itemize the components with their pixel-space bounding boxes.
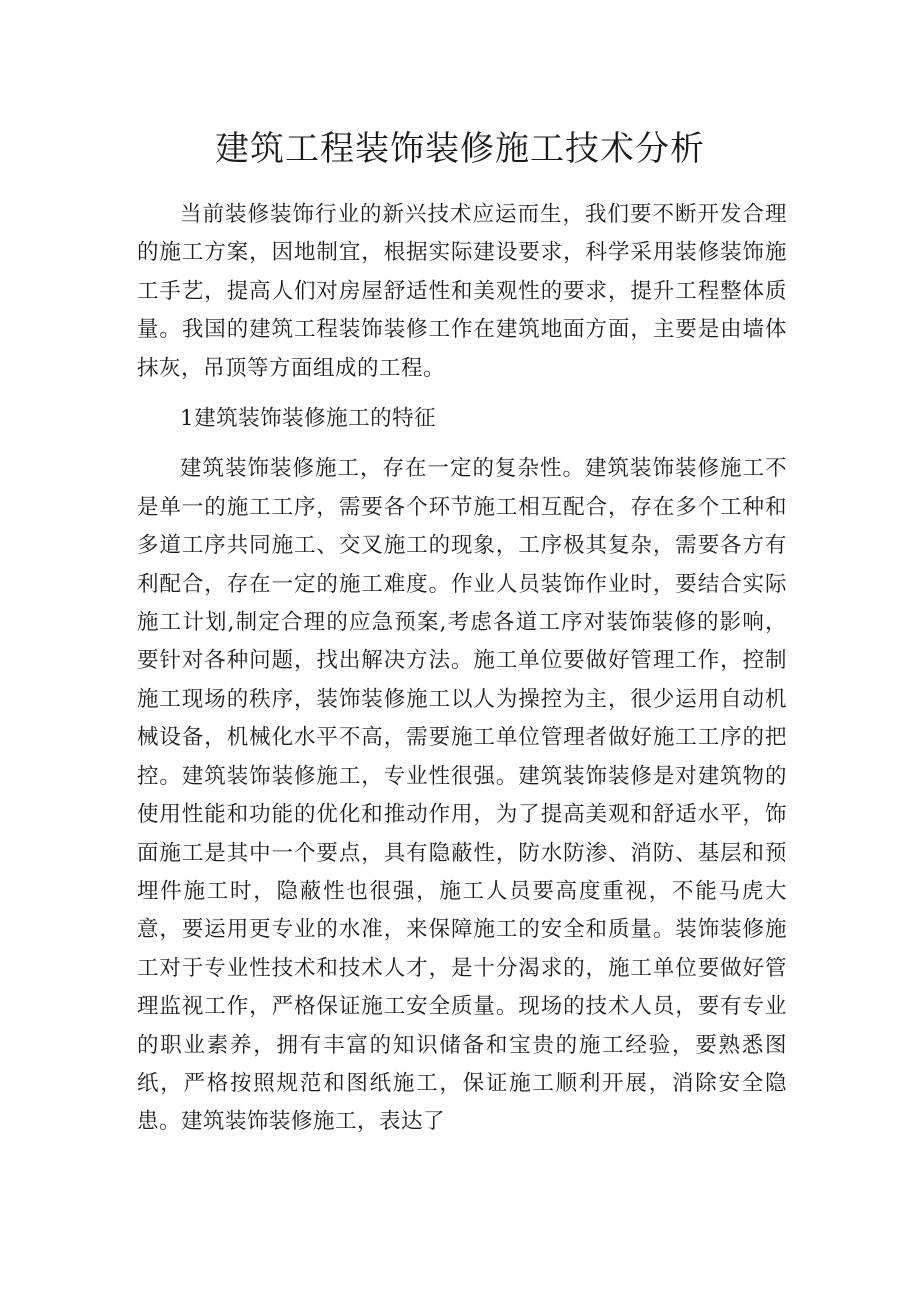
document-body <box>137 196 787 1142</box>
section-1-paragraph: 建筑装饰装修施工，存在一定的复杂性。建筑装饰装修施工不是单一的施工工序，需要各个环节施工相互配合，存在多个工种和多道工序共同施工、交叉施工的现象，工序极其复杂，需要各方有利配合，存在一定的施工难度。作业人员装饰作业时，要结合实际施工计划,制定合理的应急预案,考虑各道工序对装饰装修的影响，要针对各种问题，找出解决方法。施工单位要做好管理工作，控制施工现场的秩序，装饰装修施工以人为操控为主，很少运用自动机械设备，机械化水平不高，需要施工单位管理者做好施工工序的把控。建筑装饰装修施工，专业性很强。建筑装饰装修是对建筑物的使用性能和功能的优化和推动作用，为了提高美观和舒适水平，饰面施工是其中一个要点，具有隐蔽性，防水防渗、消防、基层和预埋件施工时，隐蔽性也很强，施工人员要高度重视，不能马虎大意，要运用更专业的水准，来保障施工的安全和质量。装饰装修施工对于专业性技术和技术人才，是十分渴求的，施工单位要做好管理监视工作，严格保证施工安全质量。现场的技术人员，要有专业的职业素养，拥有丰富的知识储备和宝贵的施工经验，要熟悉图纸，严格按照规范和图纸施工，保证施工顺利开展，消除安全隐患。建筑装饰装修施工，表达了 <box>137 456 787 1135</box>
section-1-heading: 1建筑装饰装修施工的特征 <box>180 406 437 432</box>
intro-paragraph: 当前装修装饰行业的新兴技术应运而生，我们要不断开发合理的施工方案，因地制宜，根据实际建设要求，科学采用装修装饰施工手艺，提高人们对房屋舒适性和美观性的要求，提升工程整体质量。我国的建筑工程装饰装修工作在建筑地面方面，主要是由墙体抹灰，吊顶等方面组成的工程。 <box>137 202 787 381</box>
document-title: 建筑工程装饰装修施工技术分析 <box>215 129 705 169</box>
